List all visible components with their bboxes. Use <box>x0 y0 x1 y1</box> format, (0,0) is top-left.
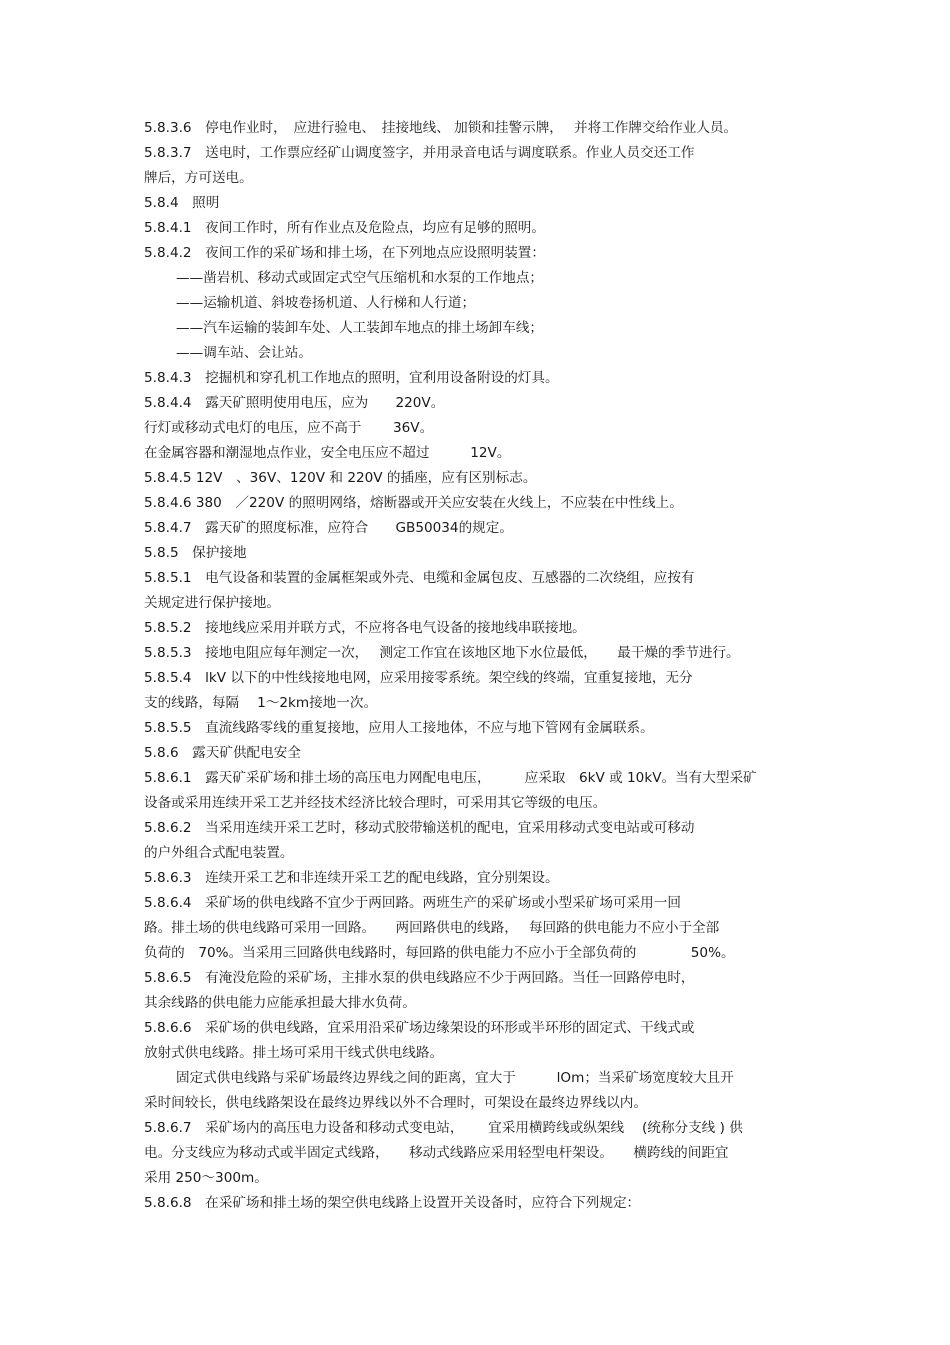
section-heading: 5.8.4 照明 <box>144 195 220 211</box>
text-line: 其余线路的供电能力应能承担最大排水负荷。 <box>144 995 416 1011</box>
text-line: 5.8.6.4 采矿场的供电线路不宜少于两回路。两班生产的采矿场或小型采矿场可采用一回 <box>144 895 681 911</box>
text-line: 行灯或移动式电灯的电压，应不高于 36V。 <box>144 420 434 436</box>
list-item: ——凿岩机、移动式或固定式空气压缩机和水泵的工作地点； <box>176 270 544 286</box>
text-line: 采用 250～300m。 <box>144 1170 268 1186</box>
text-line: 固定式供电线路与采矿场最终边界线之间的距离，宜大于 lOm；当采矿场宽度较大且开 <box>176 1070 734 1086</box>
text-line: 5.8.3.6 停电作业时， 应进行验电、 挂接地线、 加锁和挂警示牌， 并将工作牌交给作业人员。 <box>144 120 738 136</box>
text-line: 5.8.5.1 电气设备和装置的金属框架或外壳、电缆和金属包皮、互感器的二次绕组，应按有 <box>144 570 695 586</box>
text-line: 支的线路，每隔 1～2km接地一次。 <box>144 695 378 711</box>
text-line: 5.8.4.3 挖掘机和穿孔机工作地点的照明，宜利用设备附设的灯具。 <box>144 370 559 386</box>
text-line: 5.8.5.3 接地电阻应每年测定一次， 测定工作宜在该地区地下水位最低， 最干燥的季节进行。 <box>144 645 740 661</box>
text-line: 5.8.6.8 在采矿场和排土场的架空供电线路上设置开关设备时，应符合下列规定： <box>144 1195 641 1211</box>
text-line: 电。分支线应为移动式或半固定式线路， 移动式线路应采用轻型电杆架设。 横跨线的间距宜 <box>144 1145 729 1161</box>
text-line: 5.8.3.7 送电时，工作票应经矿山调度签字，并用录音电话与调度联系。作业人员交还工作 <box>144 145 695 161</box>
text-line: 放射式供电线路。排土场可采用干线式供电线路。 <box>144 1045 444 1061</box>
text-line: 5.8.4.7 露天矿的照度标准，应符合 GB50034的规定。 <box>144 520 513 536</box>
text-line: 5.8.6.2 当采用连续开采工艺时，移动式胶带输送机的配电，宜采用移动式变电站或可移动 <box>144 820 695 836</box>
text-line: 5.8.4.1 夜间工作时，所有作业点及危险点，均应有足够的照明。 <box>144 220 545 236</box>
text-line: 牌后，方可送电。 <box>144 170 253 186</box>
list-item: ——调车站、会让站。 <box>176 345 312 361</box>
text-line: 设备或采用连续开采工艺并经技术经济比较合理时，可采用其它等级的电压。 <box>144 795 607 811</box>
text-line: 5.8.5.2 接地线应采用并联方式，不应将各电气设备的接地线串联接地。 <box>144 620 586 636</box>
text-line: 5.8.4.4 露天矿照明使用电压，应为 220V。 <box>144 395 445 411</box>
text-line: 5.8.6.1 露天矿采矿场和排土场的高压电力网配电电压， 应采取 6kV 或 10kV。当有大型采矿 <box>144 770 757 786</box>
section-heading: 5.8.5 保护接地 <box>144 545 247 561</box>
text-line: 5.8.6.3 连续开采工艺和非连续开采工艺的配电线路，宜分别架设。 <box>144 870 559 886</box>
text-line: 5.8.4.5 12V 、36V、120V 和 220V 的插座，应有区别标志。 <box>144 470 537 486</box>
section-heading: 5.8.6 露天矿供配电安全 <box>144 745 301 761</box>
text-line: 5.8.6.5 有淹没危险的采矿场，主排水泵的供电线路应不少于两回路。当任一回路停电时， <box>144 970 695 986</box>
text-line: 5.8.6.6 采矿场的供电线路，宜采用沿采矿场边缘架设的环形或半环形的固定式、干线式或 <box>144 1020 695 1036</box>
text-line: 5.8.4.6 380 ／220V 的照明网络，熔断器或开关应安装在火线上，不应装在中性线上。 <box>144 495 683 511</box>
text-line: 路。排土场的供电线路可采用一回路。 两回路供电的线路， 每回路的供电能力不应小于全部 <box>144 920 720 936</box>
text-line: 在金属容器和潮湿地点作业，安全电压应不超过 12V。 <box>144 445 511 461</box>
text-line: 采时间较长，供电线路架设在最终边界线以外不合理时，可架设在最终边界线以内。 <box>144 1095 647 1111</box>
text-line: 5.8.5.5 直流线路零线的重复接地，应用人工接地体，不应与地下管网有金属联系。 <box>144 720 654 736</box>
text-line: 5.8.6.7 采矿场内的高压电力设备和移动式变电站， 宜采用横跨线或纵架线 (统称分支线 ) 供 <box>144 1120 743 1136</box>
list-item: ——汽车运输的装卸车处、人工装卸车地点的排土场卸车线； <box>176 320 544 336</box>
text-line: 5.8.5.4 lkV 以下的中性线接地电网，应采用接零系统。架空线的终端，宜重复接地，无分 <box>144 670 693 686</box>
text-line: 5.8.4.2 夜间工作的采矿场和排土场，在下列地点应设照明装置： <box>144 245 545 261</box>
list-item: ——运输机道、斜坡卷扬机道、人行梯和人行道； <box>176 295 476 311</box>
text-line: 关规定进行保护接地。 <box>144 595 280 611</box>
text-line: 负荷的 70%。当采用三回路供电线路时，每回路的供电能力不应小于全部负荷的 50%。 <box>144 945 735 961</box>
text-line: 的户外组合式配电装置。 <box>144 845 294 861</box>
